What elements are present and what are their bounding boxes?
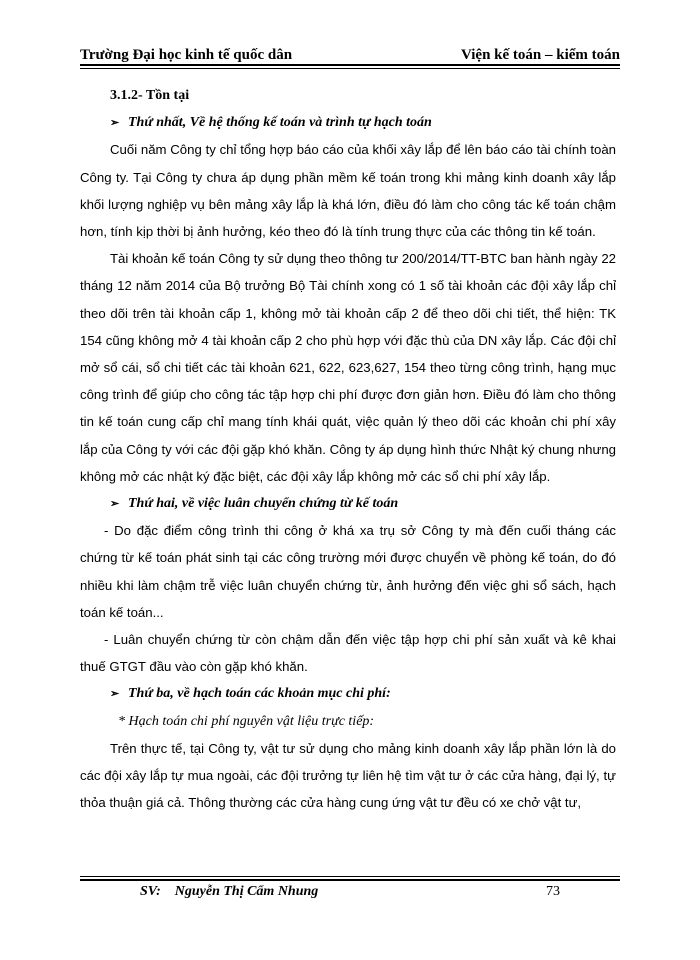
page-number: 73 (546, 884, 560, 899)
subhead-third (80, 680, 616, 707)
paragraph-4: - Luân chuyển chứng từ còn chậm dẫn đến việc tập hợp chi phí sản xuất và kê khai thuế GTGT đầu vào còn gặp khó khăn. (80, 632, 616, 675)
subhead-first (80, 109, 616, 136)
page-footer (140, 880, 560, 904)
arrow-bullet-icon: ➢ (110, 688, 120, 701)
paragraph-5: Trên thực tế, tại Công ty, vật tư sử dụng cho mảng kinh doanh xây lắp phần lớn là do các đội xây lắp tự mua ngoài, các đội trưởng tự liên hệ tìm vật tư ở các cửa hàng, đại lý, tự thỏa thuận giá cả. Thông thường các cửa hàng cung ứng vật tư đều có xe chở vật tư, (80, 740, 616, 811)
section-title: 3.1.2- Tồn tại (110, 88, 190, 103)
arrow-bullet-icon: ➢ (110, 117, 120, 130)
subhead-second (80, 490, 616, 517)
paragraph-3: - Do đặc điểm công trình thi công ở khá xa trụ sở Công ty mà đến cuối tháng các chứng từ kế toán phát sinh tại các công trường mới được chuyển về phòng kế toán, do đó nhiều khi làm chậm trễ việc luân chuyển chứng từ, ảnh hưởng đến việc ghi sổ sách, hạch toán kế toán... (80, 523, 616, 620)
header-institute: Viện kế toán – kiểm toán (460, 47, 620, 63)
italic-subheading: * Hạch toán chi phí nguyên vật liệu trực tiếp: (118, 713, 375, 729)
header-school: Trường Đại học kinh tế quốc dân (80, 47, 293, 63)
page-header (80, 34, 620, 64)
footer-rule-thin (80, 876, 620, 877)
paragraph-1: Cuối năm Công ty chỉ tổng hợp báo cáo của khối xây lắp để lên báo cáo tài chính toàn Công ty. Tại Công ty chưa áp dụng phần mềm kế toán trong khi mảng kinh doanh xây lắp khối lượng nghiệp vụ bên mảng xây lắp là khá lớn, điều đó làm cho công tác kế toán chậm hơn, tính kịp thời bị ảnh hưởng, kéo theo đó là tính trung thực của các thông tin kế toán. (80, 142, 616, 239)
header-rule-thin (80, 68, 620, 69)
footer-student-name: Nguyễn Thị Cẩm Nhung (174, 884, 319, 899)
subhead-second-text: Thứ hai, về việc luân chuyển chứng từ kế toán (128, 496, 399, 512)
subhead-first-text: Thứ nhất, Về hệ thống kế toán và trình tự hạch toán (128, 115, 432, 131)
arrow-bullet-icon: ➢ (110, 498, 120, 511)
paragraph-2: Tài khoản kế toán Công ty sử dụng theo thông tư 200/2014/TT-BTC ban hành ngày 22 tháng 12 năm 2014 của Bộ trưởng Bộ Tài chính xong có 1 số tài khoản các đội xây lắp chỉ theo dõi trên tài khoản cấp 1, không mở tài khoản cấp 2 để theo dõi chi tiết, thể hiện: TK 154 cũng không mở 4 tài khoản cấp 2 cho phù hợp với đặc thù của DN xây lắp. Các đội chỉ mở sổ cái, sổ chi tiết các tài khoản 621, 622, 623,627, 154 theo từng công trình, hạng mục công trình để giúp cho công tác tập hợp chi phí được đơn giản hơn. Điều đó làm cho thông tin kế toán cung cấp chỉ mang tính khái quát, việc quản lý theo dõi các khoản chi phí xây lắp của Công ty với các đội gặp khó khăn. Công ty áp dụng hình thức Nhật ký chung nhưng không mở các nhật ký đặc biệt, các đội xây lắp không mở các sổ chi phí xây lắp. (80, 251, 616, 484)
header-rule (80, 64, 620, 66)
footer-student (140, 884, 318, 900)
footer-sv-label: SV: (140, 884, 161, 899)
subhead-third-text: Thứ ba, về hạch toán các khoản mục chi phí: (128, 686, 391, 702)
page-body (80, 82, 616, 816)
